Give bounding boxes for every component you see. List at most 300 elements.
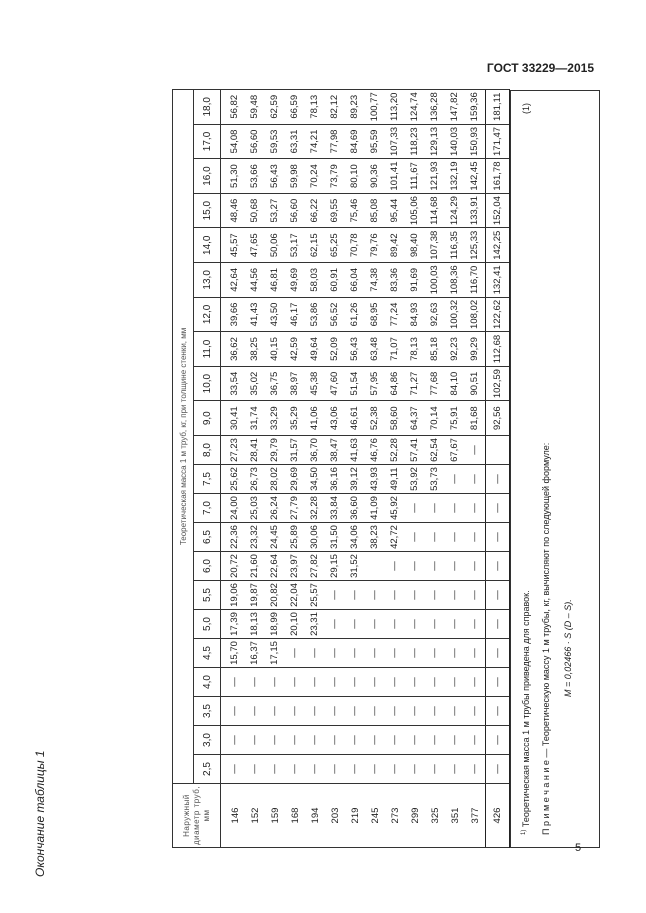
mass-cell: 77,98	[325, 124, 345, 159]
mass-cell: 53,73	[425, 465, 445, 494]
mass-cell: —	[445, 494, 465, 523]
mass-cell: —	[465, 523, 486, 552]
mass-cell: —	[345, 755, 365, 784]
mass-cell: 20,10	[285, 610, 305, 639]
mass-cell: 51,54	[345, 366, 365, 401]
mass-cell: 47,65	[245, 228, 265, 263]
thickness-header: 6,5	[194, 523, 221, 552]
mass-cell: 113,20	[385, 89, 405, 124]
mass-cell: —	[425, 552, 445, 581]
table-row	[245, 89, 265, 847]
mass-cell: 17,39	[221, 610, 246, 639]
mass-cell: 66,22	[305, 193, 325, 228]
mass-cell: 116,35	[445, 228, 465, 263]
mass-cell: 84,10	[445, 366, 465, 401]
mass-cell: 27,23	[221, 436, 246, 465]
mass-cell: 89,23	[345, 89, 365, 124]
mass-cell: 71,27	[405, 366, 425, 401]
mass-cell: —	[465, 552, 486, 581]
mass-cell: 24,00	[221, 494, 246, 523]
mass-cell: —	[385, 697, 405, 726]
mass-cell: 36,70	[305, 436, 325, 465]
mass-cell: —	[365, 697, 385, 726]
mass-cell: 147,82	[445, 89, 465, 124]
mass-cell: —	[305, 755, 325, 784]
mass-cell: 60,91	[325, 263, 345, 298]
mass-cell: —	[285, 668, 305, 697]
mass-cell: 84,69	[345, 124, 365, 159]
mass-cell: 90,51	[465, 366, 486, 401]
mass-cell: 42,72	[385, 523, 405, 552]
formula: M = 0,02466 · S (D – S).	[563, 599, 573, 697]
table-row	[445, 89, 465, 847]
mass-cell: 23,32	[245, 523, 265, 552]
mass-cell: 58,60	[385, 401, 405, 436]
table-footnotes	[510, 90, 600, 848]
mass-cell: —	[345, 726, 365, 755]
mass-cell: 71,07	[385, 332, 405, 367]
pipe-mass-table	[172, 89, 510, 848]
diameter-cell: 245	[365, 784, 385, 848]
thickness-header: 2,5	[194, 755, 221, 784]
mass-cell: —	[445, 465, 465, 494]
mass-cell: 19,87	[245, 581, 265, 610]
mass-cell: 52,09	[325, 332, 345, 367]
mass-cell: 91,69	[405, 263, 425, 298]
mass-cell: 22,36	[221, 523, 246, 552]
mass-cell: 30,41	[221, 401, 246, 436]
diameter-cell: 299	[405, 784, 425, 848]
mass-cell: 46,81	[265, 263, 285, 298]
diameter-cell: 152	[245, 784, 265, 848]
thickness-header: 5,5	[194, 581, 221, 610]
diameter-cell: 351	[445, 784, 465, 848]
mass-cell: 45,38	[305, 366, 325, 401]
mass-cell: 36,62	[221, 332, 246, 367]
mass-cell: 69,55	[325, 193, 345, 228]
mass-cell: 31,50	[325, 523, 345, 552]
mass-cell: 79,76	[365, 228, 385, 263]
mass-cell: 56,60	[245, 124, 265, 159]
mass-cell: 92,56	[486, 401, 510, 436]
mass-cell: 58,03	[305, 263, 325, 298]
thickness-header-row	[194, 89, 221, 847]
mass-cell: 28,02	[265, 465, 285, 494]
thickness-header: 17,0	[194, 124, 221, 159]
mass-cell: 181,11	[486, 89, 510, 124]
mass-cell: 56,43	[345, 332, 365, 367]
mass-cell: —	[305, 726, 325, 755]
mass-cell: —	[305, 639, 325, 668]
mass-cell: 63,48	[365, 332, 385, 367]
mass-cell: 33,54	[221, 366, 246, 401]
mass-cell: 23,31	[305, 610, 325, 639]
mass-cell: 25,89	[285, 523, 305, 552]
mass-cell: 56,60	[285, 193, 305, 228]
mass-cell: 38,47	[325, 436, 345, 465]
mass-cell: 66,04	[345, 263, 365, 298]
thickness-header: 7,5	[194, 465, 221, 494]
mass-cell: —	[465, 639, 486, 668]
mass-cell: 129,13	[425, 124, 445, 159]
mass-cell: —	[445, 552, 465, 581]
thickness-header: 10,0	[194, 366, 221, 401]
diameter-cell: 194	[305, 784, 325, 848]
mass-cell: 43,06	[325, 401, 345, 436]
table-row	[385, 89, 405, 847]
mass-cell: 40,15	[265, 332, 285, 367]
mass-cell: 70,78	[345, 228, 365, 263]
mass-cell: 49,64	[305, 332, 325, 367]
mass-cell: —	[405, 494, 425, 523]
mass-cell: 90,36	[365, 159, 385, 194]
diameter-cell: 203	[325, 784, 345, 848]
mass-cell: 62,15	[305, 228, 325, 263]
mass-cell: —	[365, 581, 385, 610]
thickness-header: 5,0	[194, 610, 221, 639]
mass-cell	[365, 552, 385, 581]
mass-cell: 112,68	[486, 332, 510, 367]
mass-cell: —	[445, 726, 465, 755]
mass-cell: —	[486, 552, 510, 581]
mass-cell: —	[465, 668, 486, 697]
mass-cell: 42,59	[285, 332, 305, 367]
mass-cell: —	[265, 726, 285, 755]
mass-cell: 124,74	[405, 89, 425, 124]
thickness-header: 4,5	[194, 639, 221, 668]
thickness-header: 6,0	[194, 552, 221, 581]
mass-cell: 50,68	[245, 193, 265, 228]
mass-cell: 121,93	[425, 159, 445, 194]
mass-cell: 133,91	[465, 193, 486, 228]
diameter-cell: 426	[486, 784, 510, 848]
mass-cell: 66,59	[285, 89, 305, 124]
mass-cell: —	[465, 755, 486, 784]
mass-cell: 54,08	[221, 124, 246, 159]
mass-cell: 38,97	[285, 366, 305, 401]
mass-cell: 159,36	[465, 89, 486, 124]
table-row	[345, 89, 365, 847]
mass-cell: —	[221, 668, 246, 697]
mass-cell: 85,18	[425, 332, 445, 367]
mass-cell: 78,13	[405, 332, 425, 367]
mass-cell: 108,36	[445, 263, 465, 298]
mass-cell: 46,61	[345, 401, 365, 436]
equation-number: (1)	[521, 103, 531, 114]
mass-cell: 35,29	[285, 401, 305, 436]
diameter-cell: 325	[425, 784, 445, 848]
mass-cell: —	[221, 726, 246, 755]
thickness-header: 9,0	[194, 401, 221, 436]
mass-cell: 36,75	[265, 366, 285, 401]
mass-cell: 70,14	[425, 401, 445, 436]
mass-cell: 29,69	[285, 465, 305, 494]
mass-cell: 83,36	[385, 263, 405, 298]
mass-cell: —	[385, 639, 405, 668]
thickness-header: 15,0	[194, 193, 221, 228]
mass-cell: —	[465, 610, 486, 639]
mass-cell: 56,52	[325, 297, 345, 332]
mass-cell: —	[465, 465, 486, 494]
mass-cell: 47,60	[325, 366, 345, 401]
mass-cell: —	[405, 523, 425, 552]
mass-cell: 28,41	[245, 436, 265, 465]
table-row	[221, 89, 246, 847]
mass-cell: —	[305, 668, 325, 697]
mass-cell: 36,16	[325, 465, 345, 494]
mass-cell: —	[385, 726, 405, 755]
mass-cell: 80,10	[345, 159, 365, 194]
mass-cell: —	[285, 639, 305, 668]
mass-cell: —	[325, 639, 345, 668]
mass-cell: 61,26	[345, 297, 365, 332]
mass-cell: 75,46	[345, 193, 365, 228]
mass-cell: —	[425, 697, 445, 726]
mass-cell: —	[345, 668, 365, 697]
mass-cell: 48,46	[221, 193, 246, 228]
mass-cell: —	[285, 755, 305, 784]
mass-cell: 26,24	[265, 494, 285, 523]
mass-cell: 17,15	[265, 639, 285, 668]
thickness-header: 14,0	[194, 228, 221, 263]
mass-cell: 122,62	[486, 297, 510, 332]
mass-cell: —	[445, 755, 465, 784]
document-code: ГОСТ 33229—2015	[486, 61, 594, 75]
mass-cell: 85,08	[365, 193, 385, 228]
mass-cell: —	[486, 610, 510, 639]
table-row	[405, 89, 425, 847]
mass-cell: 43,50	[265, 297, 285, 332]
mass-cell: 38,25	[245, 332, 265, 367]
mass-cell	[486, 436, 510, 465]
mass-cell: —	[345, 581, 365, 610]
mass-cell: —	[325, 581, 345, 610]
thickness-header: 12,0	[194, 297, 221, 332]
mass-cell: 77,24	[385, 297, 405, 332]
diameter-cell: 377	[465, 784, 486, 848]
mass-cell: 62,54	[425, 436, 445, 465]
mass-cell: —	[365, 726, 385, 755]
mass-cell: 18,99	[265, 610, 285, 639]
mass-cell: —	[486, 465, 510, 494]
table-row	[305, 89, 325, 847]
mass-cell: 53,92	[405, 465, 425, 494]
mass-cell: 132,19	[445, 159, 465, 194]
mass-cell: 24,45	[265, 523, 285, 552]
mass-cell: —	[325, 697, 345, 726]
mass-cell: 57,95	[365, 366, 385, 401]
mass-cell: 68,95	[365, 297, 385, 332]
mass-cell: —	[486, 697, 510, 726]
mass-cell: —	[365, 755, 385, 784]
mass-cell: —	[445, 581, 465, 610]
mass-cell: 18,13	[245, 610, 265, 639]
mass-cell: 21,60	[245, 552, 265, 581]
mass-cell: —	[425, 523, 445, 552]
mass-cell: —	[245, 726, 265, 755]
mass-cell: —	[425, 610, 445, 639]
mass-cell: 53,86	[305, 297, 325, 332]
mass-cell: 34,50	[305, 465, 325, 494]
thickness-header: 3,5	[194, 697, 221, 726]
mass-cell: 105,06	[405, 193, 425, 228]
thickness-header: 8,0	[194, 436, 221, 465]
mass-cell: 102,59	[486, 366, 510, 401]
mass-cell: 22,64	[265, 552, 285, 581]
mass-cell: —	[385, 668, 405, 697]
mass-cell: 74,38	[365, 263, 385, 298]
diameter-header: Наружный диаметр труб, мм	[173, 784, 221, 848]
mass-cell: 70,24	[305, 159, 325, 194]
mass-cell: 95,59	[365, 124, 385, 159]
mass-cell: 22,04	[285, 581, 305, 610]
mass-cell: 41,63	[345, 436, 365, 465]
mass-cell: —	[486, 639, 510, 668]
mass-cell: 59,48	[245, 89, 265, 124]
mass-cell: —	[365, 610, 385, 639]
mass-cell: —	[221, 697, 246, 726]
mass-cell: —	[345, 639, 365, 668]
mass-cell: 114,68	[425, 193, 445, 228]
mass-cell: —	[385, 755, 405, 784]
mass-cell: —	[445, 610, 465, 639]
mass-cell: 20,72	[221, 552, 246, 581]
mass-cell: 25,03	[245, 494, 265, 523]
mass-cell: 30,06	[305, 523, 325, 552]
mass-cell: 32,28	[305, 494, 325, 523]
mass-cell: —	[405, 697, 425, 726]
mass-header: Теоретическая масса 1 м труб, кг, при толщине стенки, мм	[173, 89, 194, 783]
note-text: П р и м е ч а н и е — Теоретическую массу 1 м трубы, кг, вычисляют по следующей формуле:	[541, 442, 551, 835]
mass-cell: 45,57	[221, 228, 246, 263]
mass-cell: —	[465, 494, 486, 523]
mass-cell: —	[425, 494, 445, 523]
mass-cell: 63,31	[285, 124, 305, 159]
mass-cell: 29,79	[265, 436, 285, 465]
mass-cell: 161,78	[486, 159, 510, 194]
mass-cell: 20,82	[265, 581, 285, 610]
mass-cell: 31,52	[345, 552, 365, 581]
mass-cell: —	[445, 697, 465, 726]
mass-cell: 78,13	[305, 89, 325, 124]
mass-cell: —	[285, 697, 305, 726]
mass-cell: 152,04	[486, 193, 510, 228]
table-row	[465, 89, 486, 847]
mass-cell: 125,33	[465, 228, 486, 263]
mass-cell: —	[365, 668, 385, 697]
mass-cell: 42,64	[221, 263, 246, 298]
mass-cell: 23,97	[285, 552, 305, 581]
mass-cell: 15,70	[221, 639, 246, 668]
table-row	[325, 89, 345, 847]
mass-cell: 49,69	[285, 263, 305, 298]
mass-cell: —	[245, 697, 265, 726]
mass-cell: —	[405, 610, 425, 639]
mass-cell: —	[245, 755, 265, 784]
table-row	[425, 89, 445, 847]
mass-cell: 43,93	[365, 465, 385, 494]
mass-cell: 41,43	[245, 297, 265, 332]
mass-cell: —	[405, 755, 425, 784]
mass-cell: 51,30	[221, 159, 246, 194]
mass-cell: 107,38	[425, 228, 445, 263]
mass-cell: —	[325, 610, 345, 639]
mass-cell: 46,76	[365, 436, 385, 465]
table-row	[486, 89, 510, 847]
mass-cell: —	[486, 523, 510, 552]
mass-cell: 52,28	[385, 436, 405, 465]
mass-cell: —	[385, 552, 405, 581]
mass-cell: 49,11	[385, 465, 405, 494]
table-caption: Окончание таблицы 1	[33, 750, 47, 877]
mass-cell: —	[405, 639, 425, 668]
rotated-table-container	[172, 90, 602, 848]
mass-cell: —	[425, 755, 445, 784]
mass-cell: —	[425, 639, 445, 668]
mass-cell: —	[305, 697, 325, 726]
mass-cell: 39,12	[345, 465, 365, 494]
mass-cell: —	[365, 639, 385, 668]
footnote	[521, 590, 531, 835]
mass-cell: —	[486, 668, 510, 697]
page-number: 5	[575, 842, 582, 854]
mass-cell: 41,06	[305, 401, 325, 436]
mass-cell: —	[325, 726, 345, 755]
footnote-text: Теоретическая масса 1 м трубы приведена для справок.	[521, 590, 531, 828]
mass-cell: 39,66	[221, 297, 246, 332]
mass-cell: 50,06	[265, 228, 285, 263]
mass-cell: 64,37	[405, 401, 425, 436]
mass-cell: 81,68	[465, 401, 486, 436]
thickness-header: 16,0	[194, 159, 221, 194]
mass-cell: 142,25	[486, 228, 510, 263]
mass-cell: 25,62	[221, 465, 246, 494]
table-row	[285, 89, 305, 847]
mass-cell: 59,98	[285, 159, 305, 194]
mass-cell: 95,44	[385, 193, 405, 228]
mass-cell: —	[405, 668, 425, 697]
mass-cell: 34,06	[345, 523, 365, 552]
mass-cell: 140,03	[445, 124, 465, 159]
mass-cell: 98,40	[405, 228, 425, 263]
mass-cell: —	[285, 726, 305, 755]
mass-cell: 44,56	[245, 263, 265, 298]
mass-cell: —	[425, 668, 445, 697]
mass-cell: —	[486, 581, 510, 610]
mass-cell: 35,02	[245, 366, 265, 401]
mass-cell: 53,27	[265, 193, 285, 228]
mass-cell: —	[405, 726, 425, 755]
mass-cell: 116,70	[465, 263, 486, 298]
mass-cell: 19,06	[221, 581, 246, 610]
mass-cell: —	[465, 697, 486, 726]
mass-cell: —	[245, 668, 265, 697]
mass-cell: 41,09	[365, 494, 385, 523]
mass-cell: 75,91	[445, 401, 465, 436]
thickness-header: 7,0	[194, 494, 221, 523]
mass-cell: 29,15	[325, 552, 345, 581]
mass-cell: —	[221, 755, 246, 784]
mass-cell: 45,92	[385, 494, 405, 523]
mass-cell: —	[445, 639, 465, 668]
thickness-header: 13,0	[194, 263, 221, 298]
mass-cell: 92,23	[445, 332, 465, 367]
mass-cell: 142,45	[465, 159, 486, 194]
mass-cell: 100,77	[365, 89, 385, 124]
mass-cell: 73,79	[325, 159, 345, 194]
diameter-cell: 146	[221, 784, 246, 848]
thickness-header: 4,0	[194, 668, 221, 697]
